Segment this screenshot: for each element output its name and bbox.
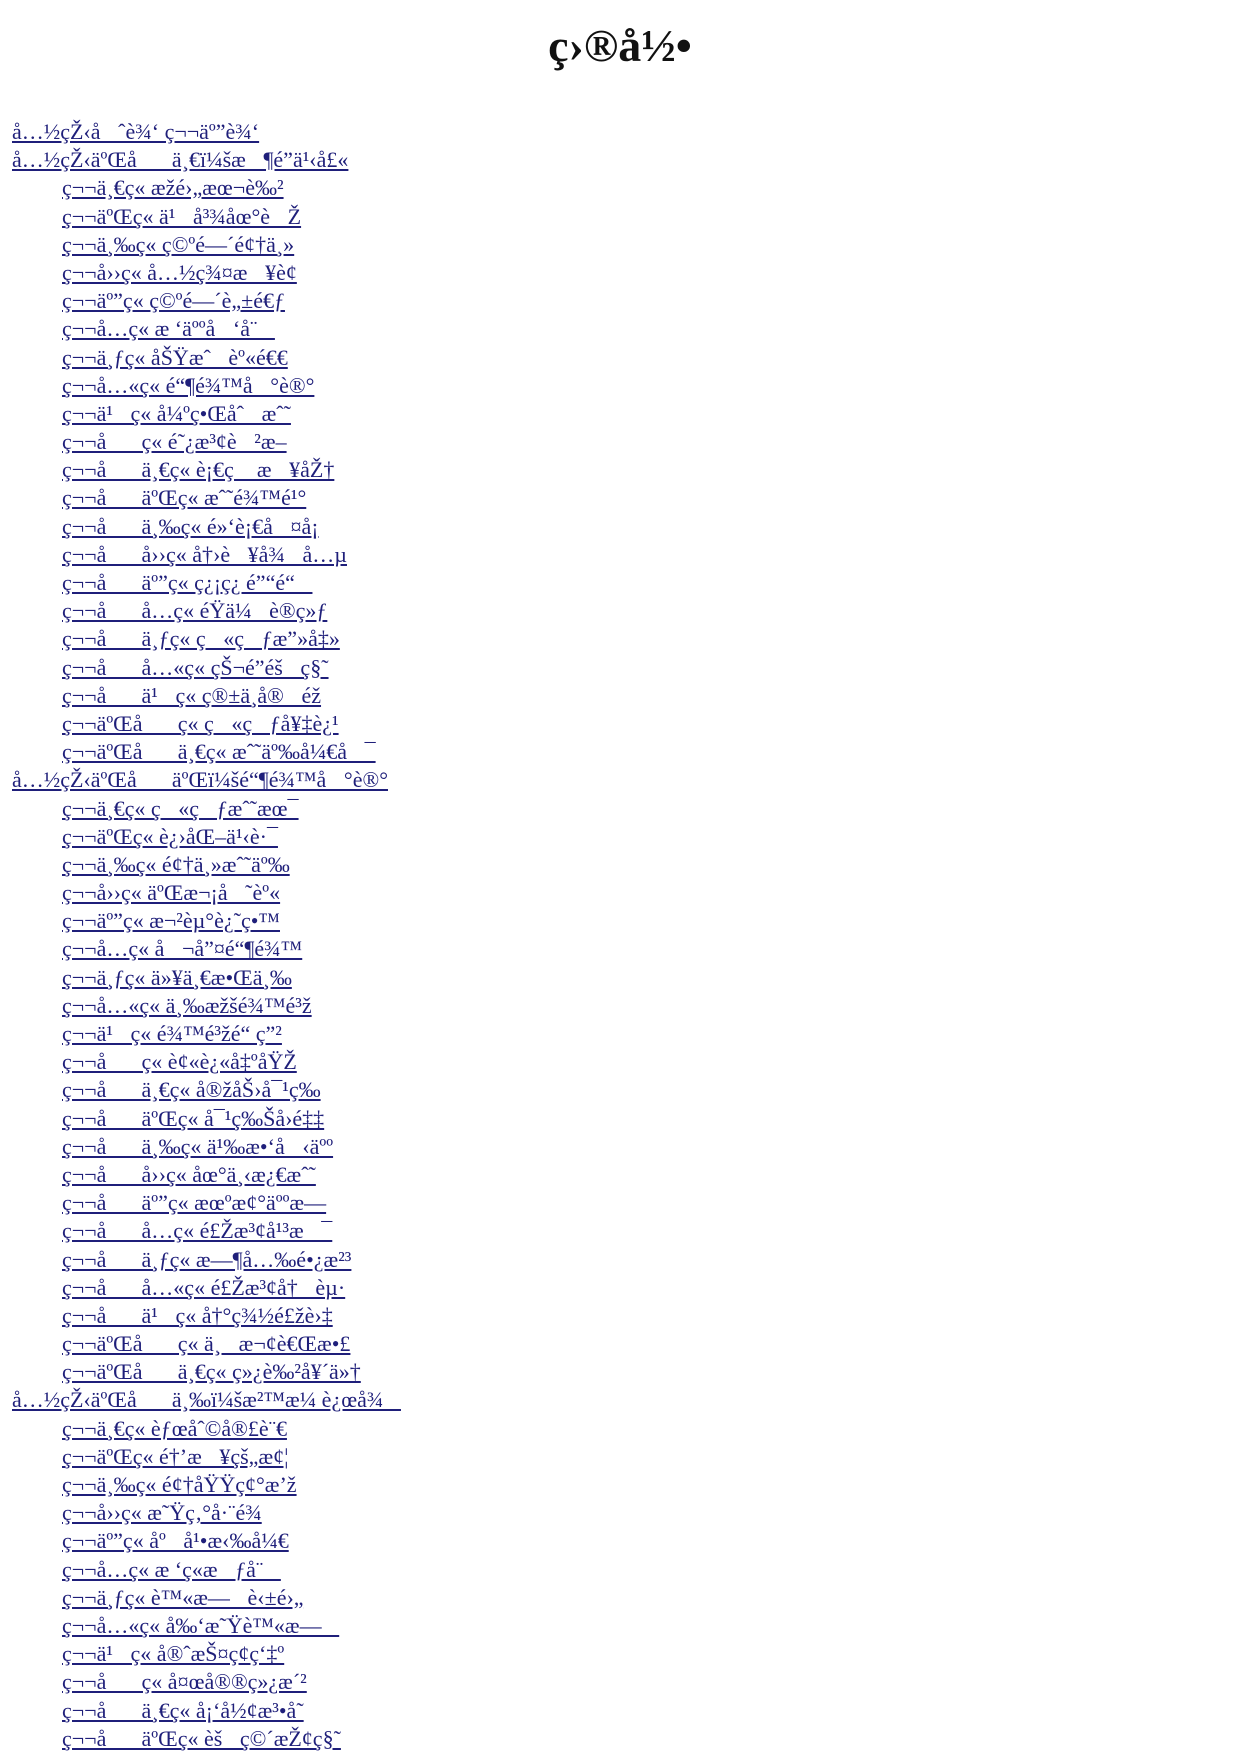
- toc-chapter-entry: [12, 569, 401, 597]
- toc-chapter-link[interactable]: ç¬¬ä¸€ç« æžé›„æœ¬è‰²: [62, 175, 284, 201]
- toc-chapter-link[interactable]: ç¬¬äºŒåä¸€ç« æˆ˜äº‰å¼€å¯: [62, 739, 376, 765]
- toc-chapter-link[interactable]: ç¬¬åäºŒç« æˆ˜é¾™é¹°: [62, 485, 307, 511]
- toc-chapter-entry: [12, 315, 401, 343]
- toc-chapter-entry: [12, 1274, 401, 1302]
- toc-chapter-link[interactable]: ç¬¬åä¸€ç« è¡€ç æ¥åŽ†: [62, 457, 335, 483]
- toc-chapter-link[interactable]: ç¬¬åä¸ƒç« ç«çƒæ”»å‡»: [62, 626, 340, 652]
- toc-chapter-entry: [12, 513, 401, 541]
- toc-chapter-link[interactable]: ç¬¬åäºŒç« å¯¹ç‰Šå›é‡‡: [62, 1105, 325, 1131]
- toc-chapter-link[interactable]: ç¬¬åå››ç« åœ°ä¸‹æ¿€æˆ˜: [62, 1161, 316, 1187]
- toc-chapter-link[interactable]: ç¬¬å…«ç« ä¸‰æžšé¾™é³ž: [62, 992, 312, 1018]
- toc-chapter-entry: [12, 1048, 401, 1076]
- toc-chapter-link[interactable]: ç¬¬ä¸ƒç« è™«æ—è‹±é›„: [62, 1584, 304, 1610]
- toc-chapter-entry: [12, 231, 401, 259]
- toc-chapter-link[interactable]: ç¬¬åç« è¢«è¿«å‡ºåŸŽ: [62, 1049, 297, 1075]
- toc-chapter-entry: [12, 935, 401, 963]
- toc-chapter-entry: [12, 1330, 401, 1358]
- toc-chapter-link[interactable]: ç¬¬å››ç« å…½ç¾¤æ¥è¢: [62, 259, 297, 285]
- toc-chapter-entry: [12, 1020, 401, 1048]
- toc-chapter-link[interactable]: ç¬¬ä¸ƒç« åŠŸæˆèº«é€€: [62, 344, 288, 370]
- toc-chapter-entry: [12, 1612, 401, 1640]
- toc-chapter-entry: [12, 1358, 401, 1386]
- toc-chapter-entry: [12, 456, 401, 484]
- toc-chapter-link[interactable]: ç¬¬ä¹ç« å¼ºç•Œåˆæˆ˜: [62, 400, 291, 426]
- toc-chapter-entry: [12, 1668, 401, 1696]
- toc-chapter-entry: [12, 1527, 401, 1555]
- toc-chapter-entry: [12, 1415, 401, 1443]
- toc-chapter-link[interactable]: ç¬¬åå››ç« å†›è¥å¾å…µ: [62, 541, 347, 567]
- toc-chapter-entry: [12, 1246, 401, 1274]
- toc-chapter-entry: [12, 992, 401, 1020]
- toc-chapter-link[interactable]: ç¬¬äºŒåç« ç«çƒå¥‡è¿¹: [62, 710, 339, 736]
- toc-chapter-entry: [12, 597, 401, 625]
- toc-chapter-entry: [12, 344, 401, 372]
- toc-chapter-link[interactable]: ç¬¬å…ç« å¬å”¤é“¶é¾™: [62, 936, 303, 962]
- toc-chapter-entry: [12, 400, 401, 428]
- toc-chapter-entry: [12, 795, 401, 823]
- toc-chapter-link[interactable]: ç¬¬äº”ç« æ¬²èµ°è¿˜ç•™: [62, 908, 280, 934]
- toc-chapter-link[interactable]: ç¬¬ä¹ç« å®ˆæŠ¤ç¢ç‘‡º: [62, 1641, 285, 1667]
- toc-chapter-link[interactable]: ç¬¬äºŒç« ä¹å³¾åœ°èŽ: [62, 203, 302, 229]
- toc-chapter-entry: [12, 879, 401, 907]
- toc-chapter-entry: [12, 1499, 401, 1527]
- toc-chapter-link[interactable]: ç¬¬ä¸‰ç« é¢†åŸŸç¢°æ’ž: [62, 1472, 297, 1497]
- toc-section-link[interactable]: å…½çŽ‹äºŒåä¸‰ï¼šæ²™æ¼ è¿œå¾: [12, 1387, 401, 1413]
- toc-chapter-entry: [12, 1697, 401, 1725]
- toc-chapter-entry: [12, 541, 401, 569]
- toc-chapter-link[interactable]: ç¬¬äºŒåç« ä¸æ¬¢è€Œæ•£: [62, 1331, 351, 1357]
- toc-chapter-entry: [12, 1302, 401, 1330]
- toc-chapter-entry: [12, 1189, 401, 1217]
- toc-chapter-entry: [12, 1443, 401, 1471]
- table-of-contents: [12, 118, 401, 1753]
- toc-chapter-link[interactable]: ç¬¬åä¹ç« å†°ç¾½é£žè›‡: [62, 1302, 333, 1328]
- toc-chapter-link[interactable]: ç¬¬äºŒç« é†’æ¥çš„æ¢¦: [62, 1443, 289, 1469]
- toc-chapter-entry: [12, 1471, 401, 1499]
- toc-chapter-link[interactable]: ç¬¬ä¸ƒç« ä»¥ä¸€æ•Œä¸‰: [62, 964, 292, 990]
- toc-chapter-link[interactable]: ç¬¬åäº”ç« æœºæ¢°äººæ—: [62, 1190, 327, 1216]
- toc-section-link[interactable]: å…½çŽ‹äºŒåäºŒï¼šé“¶é¾™å°è®°: [12, 767, 388, 793]
- toc-chapter-entry: [12, 259, 401, 287]
- toc-chapter-link[interactable]: ç¬¬åå…ç« éŸä¼è®ç»ƒ: [62, 598, 328, 624]
- toc-chapter-entry: [12, 174, 401, 202]
- toc-chapter-link[interactable]: ç¬¬åå…«ç« é£Žæ³¢å†èµ·: [62, 1274, 346, 1300]
- toc-chapter-entry: [12, 682, 401, 710]
- toc-section-entry: [12, 118, 401, 146]
- toc-chapter-link[interactable]: ç¬¬åä¸ƒç« æ—¶å…‰é•¿æ²³: [62, 1246, 352, 1272]
- toc-chapter-entry: [12, 287, 401, 315]
- toc-chapter-link[interactable]: ç¬¬äº”ç« ç©ºé—´è„±é€ƒ: [62, 288, 285, 314]
- toc-chapter-link[interactable]: ç¬¬åç« é˜¿æ³¢è²æ–: [62, 429, 287, 455]
- toc-chapter-entry: [12, 428, 401, 456]
- toc-chapter-link[interactable]: ç¬¬åä¸€ç« å¡‘å½¢æ³•å˜: [62, 1697, 304, 1723]
- toc-chapter-entry: [12, 1161, 401, 1189]
- toc-chapter-entry: [12, 1133, 401, 1161]
- toc-chapter-entry: [12, 851, 401, 879]
- toc-chapter-link[interactable]: ç¬¬ä¸‰ç« ç©ºé—´é¢†ä¸»: [62, 231, 295, 257]
- toc-chapter-link[interactable]: ç¬¬åä¸‰ç« ä¹‰æ•‘å‹äºº: [62, 1133, 334, 1159]
- toc-chapter-entry: [12, 1640, 401, 1668]
- toc-chapter-entry: [12, 738, 401, 766]
- toc-chapter-link[interactable]: ç¬¬äº”ç« åºå¹•æ‹‰å¼€: [62, 1528, 289, 1554]
- toc-chapter-link[interactable]: ç¬¬åäº”ç« ç¿¡ç¿ é”“é“: [62, 570, 313, 595]
- page-title: ç›®å½•: [548, 20, 692, 71]
- toc-section-entry: [12, 1386, 401, 1414]
- toc-chapter-link[interactable]: ç¬¬ä¸€ç« ç«çƒæˆ˜æœ¯: [62, 795, 299, 821]
- toc-chapter-link[interactable]: ç¬¬åä¹ç« ç®±ä¸å®éž: [62, 682, 322, 708]
- toc-chapter-entry: [12, 1584, 401, 1612]
- toc-chapter-entry: [12, 1217, 401, 1245]
- toc-chapter-entry: [12, 964, 401, 992]
- toc-chapter-link[interactable]: ç¬¬å…«ç« å‰‘æ˜Ÿè™«æ—: [62, 1612, 340, 1638]
- toc-chapter-link[interactable]: ç¬¬äºŒç« è¿›åŒ–ä¹‹è·¯: [62, 823, 278, 849]
- toc-chapter-link[interactable]: ç¬¬äºŒåä¸€ç« ç»¿è‰²å¥´ä»†: [62, 1359, 361, 1385]
- toc-chapter-link[interactable]: ç¬¬å…ç« æ ‘äººå‘å¨: [62, 316, 275, 342]
- toc-chapter-entry: [12, 654, 401, 682]
- toc-chapter-entry: [12, 710, 401, 738]
- toc-chapter-entry: [12, 484, 401, 512]
- toc-chapter-link[interactable]: ç¬¬åä¸€ç« å®žåŠ›å¯¹ç‰: [62, 1077, 321, 1103]
- toc-chapter-entry: [12, 1556, 401, 1584]
- toc-chapter-link[interactable]: ç¬¬åä¸‰ç« é»‘è¡€å¤å¡: [62, 513, 319, 539]
- toc-section-entry: [12, 146, 401, 174]
- toc-section-link[interactable]: å…½çŽ‹äºŒåä¸€ï¼šæ¶é”ä¹‹å£«: [12, 147, 349, 173]
- toc-chapter-link[interactable]: ç¬¬ä¹ç« é¾™é³žé“ ç”²: [62, 1021, 282, 1046]
- toc-chapter-entry: [12, 907, 401, 935]
- toc-chapter-link[interactable]: ç¬¬å…ç« æ ‘ç«æƒå¨: [62, 1556, 281, 1582]
- toc-chapter-entry: [12, 1725, 401, 1753]
- toc-chapter-entry: [12, 1076, 401, 1104]
- toc-chapter-link[interactable]: ç¬¬åå…«ç« çŠ¬é”éšç§˜: [62, 654, 329, 680]
- toc-chapter-link[interactable]: ç¬¬å››ç« äºŒæ¬¡å˜èº«: [62, 880, 281, 906]
- toc-section-entry: [12, 766, 401, 794]
- toc-chapter-link[interactable]: ç¬¬åç« å¤œå®®ç»¿æ´²: [62, 1669, 307, 1695]
- toc-chapter-link[interactable]: ç¬¬ä¸€ç« èƒœåˆ©å®£è¨€: [62, 1415, 287, 1441]
- toc-chapter-entry: [12, 372, 401, 400]
- toc-chapter-entry: [12, 625, 401, 653]
- toc-chapter-link[interactable]: ç¬¬ä¸‰ç« é¢†ä¸»æˆ˜äº‰: [62, 851, 290, 877]
- toc-chapter-entry: [12, 1105, 401, 1133]
- toc-chapter-link[interactable]: ç¬¬å…«ç« é“¶é¾™å°è®°: [62, 372, 315, 398]
- toc-chapter-link[interactable]: ç¬¬åäºŒç« èšç©´æŽ¢ç§˜: [62, 1725, 341, 1751]
- toc-chapter-link[interactable]: ç¬¬å››ç« æ˜Ÿç‚°å·¨é¾: [62, 1500, 262, 1526]
- toc-chapter-link[interactable]: ç¬¬åå…ç« é£Žæ³¢å¹³æ¯: [62, 1218, 333, 1244]
- toc-section-link[interactable]: å…½çŽ‹åˆè¾‘ ç¬¬äº”è¾‘: [12, 119, 260, 144]
- toc-chapter-entry: [12, 823, 401, 851]
- toc-chapter-entry: [12, 203, 401, 231]
